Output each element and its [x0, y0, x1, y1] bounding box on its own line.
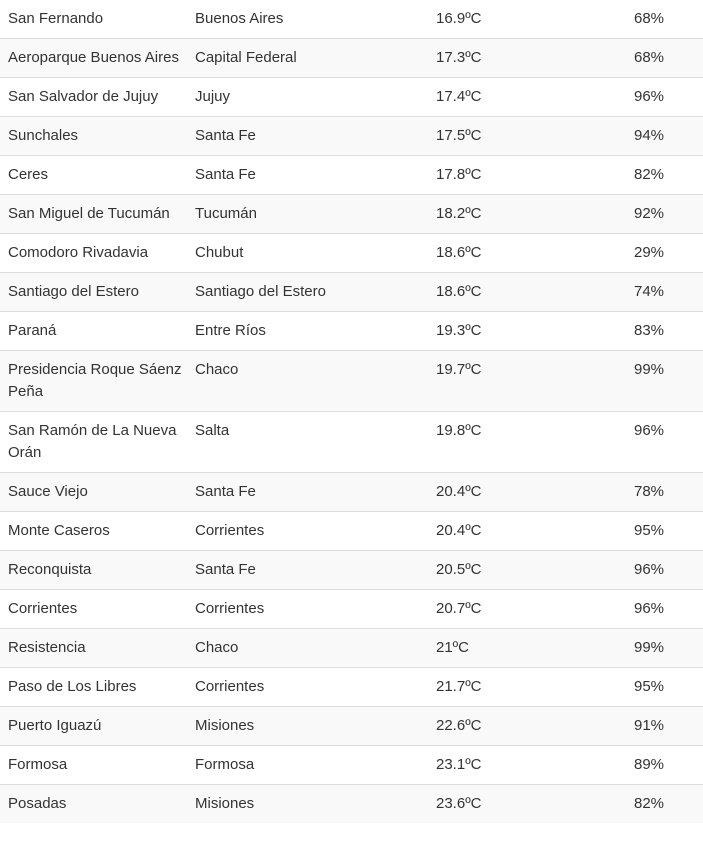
- humidity-cell: 96%: [628, 590, 703, 629]
- province-cell: Salta: [187, 412, 428, 473]
- temperature-cell: 19.8ºC: [428, 412, 628, 473]
- province-cell: Entre Ríos: [187, 312, 428, 351]
- temperature-cell: 17.8ºC: [428, 156, 628, 195]
- province-cell: Tucumán: [187, 195, 428, 234]
- temperature-cell: 21.7ºC: [428, 668, 628, 707]
- temperature-cell: 20.4ºC: [428, 473, 628, 512]
- temperature-cell: 21ºC: [428, 629, 628, 668]
- humidity-cell: 89%: [628, 746, 703, 785]
- city-cell: Aeroparque Buenos Aires: [0, 39, 187, 78]
- table-row: [0, 629, 703, 668]
- table-row: [0, 195, 703, 234]
- province-cell: Misiones: [187, 707, 428, 746]
- city-cell: Puerto Iguazú: [0, 707, 187, 746]
- table-row: [0, 312, 703, 351]
- humidity-cell: 96%: [628, 551, 703, 590]
- table-row: [0, 668, 703, 707]
- city-cell: Resistencia: [0, 629, 187, 668]
- temperature-cell: 17.3ºC: [428, 39, 628, 78]
- temperature-cell: 19.7ºC: [428, 351, 628, 412]
- city-cell: Sunchales: [0, 117, 187, 156]
- table-row: [0, 473, 703, 512]
- city-cell: Posadas: [0, 785, 187, 824]
- province-cell: Santa Fe: [187, 117, 428, 156]
- temperature-cell: 18.6ºC: [428, 273, 628, 312]
- humidity-cell: 94%: [628, 117, 703, 156]
- city-cell: San Miguel de Tucumán: [0, 195, 187, 234]
- humidity-cell: 82%: [628, 785, 703, 824]
- humidity-cell: 91%: [628, 707, 703, 746]
- table-row: [0, 785, 703, 824]
- table-row: [0, 551, 703, 590]
- temperature-cell: 19.3ºC: [428, 312, 628, 351]
- table-row: [0, 117, 703, 156]
- temperature-cell: 23.1ºC: [428, 746, 628, 785]
- temperature-cell: 20.7ºC: [428, 590, 628, 629]
- humidity-cell: 95%: [628, 512, 703, 551]
- city-cell: Comodoro Rivadavia: [0, 234, 187, 273]
- table-row: [0, 590, 703, 629]
- province-cell: Santa Fe: [187, 551, 428, 590]
- city-cell: Corrientes: [0, 590, 187, 629]
- province-cell: Jujuy: [187, 78, 428, 117]
- table-row: [0, 273, 703, 312]
- humidity-cell: 78%: [628, 473, 703, 512]
- province-cell: Santa Fe: [187, 473, 428, 512]
- city-cell: Presidencia Roque Sáenz Peña: [0, 351, 187, 412]
- temperature-cell: 17.5ºC: [428, 117, 628, 156]
- table-row: [0, 78, 703, 117]
- temperature-cell: 18.6ºC: [428, 234, 628, 273]
- humidity-cell: 96%: [628, 78, 703, 117]
- city-cell: San Salvador de Jujuy: [0, 78, 187, 117]
- province-cell: Corrientes: [187, 512, 428, 551]
- table-row: [0, 234, 703, 273]
- city-cell: Sauce Viejo: [0, 473, 187, 512]
- humidity-cell: 99%: [628, 351, 703, 412]
- city-cell: Ceres: [0, 156, 187, 195]
- city-cell: San Fernando: [0, 0, 187, 39]
- temperature-cell: 17.4ºC: [428, 78, 628, 117]
- table-row: [0, 746, 703, 785]
- province-cell: Santiago del Estero: [187, 273, 428, 312]
- province-cell: Misiones: [187, 785, 428, 824]
- province-cell: Chubut: [187, 234, 428, 273]
- temperature-cell: 16.9ºC: [428, 0, 628, 39]
- temperature-cell: 20.4ºC: [428, 512, 628, 551]
- humidity-cell: 95%: [628, 668, 703, 707]
- table-row: [0, 512, 703, 551]
- temperature-cell: 18.2ºC: [428, 195, 628, 234]
- humidity-cell: 82%: [628, 156, 703, 195]
- city-cell: San Ramón de La Nueva Orán: [0, 412, 187, 473]
- province-cell: Corrientes: [187, 668, 428, 707]
- humidity-cell: 68%: [628, 39, 703, 78]
- province-cell: Chaco: [187, 629, 428, 668]
- table-row: [0, 351, 703, 412]
- humidity-cell: 68%: [628, 0, 703, 39]
- table-row: [0, 39, 703, 78]
- table-row: [0, 156, 703, 195]
- province-cell: Chaco: [187, 351, 428, 412]
- table-row: [0, 707, 703, 746]
- city-cell: Monte Caseros: [0, 512, 187, 551]
- humidity-cell: 99%: [628, 629, 703, 668]
- humidity-cell: 92%: [628, 195, 703, 234]
- province-cell: Santa Fe: [187, 156, 428, 195]
- city-cell: Santiago del Estero: [0, 273, 187, 312]
- humidity-cell: 83%: [628, 312, 703, 351]
- temperature-cell: 22.6ºC: [428, 707, 628, 746]
- city-cell: Paso de Los Libres: [0, 668, 187, 707]
- humidity-cell: 74%: [628, 273, 703, 312]
- city-cell: Reconquista: [0, 551, 187, 590]
- humidity-cell: 96%: [628, 412, 703, 473]
- province-cell: Buenos Aires: [187, 0, 428, 39]
- city-cell: Formosa: [0, 746, 187, 785]
- table-row: [0, 0, 703, 39]
- city-cell: Paraná: [0, 312, 187, 351]
- province-cell: Capital Federal: [187, 39, 428, 78]
- humidity-cell: 29%: [628, 234, 703, 273]
- province-cell: Corrientes: [187, 590, 428, 629]
- province-cell: Formosa: [187, 746, 428, 785]
- table-row: [0, 412, 703, 473]
- temperature-cell: 23.6ºC: [428, 785, 628, 824]
- temperature-cell: 20.5ºC: [428, 551, 628, 590]
